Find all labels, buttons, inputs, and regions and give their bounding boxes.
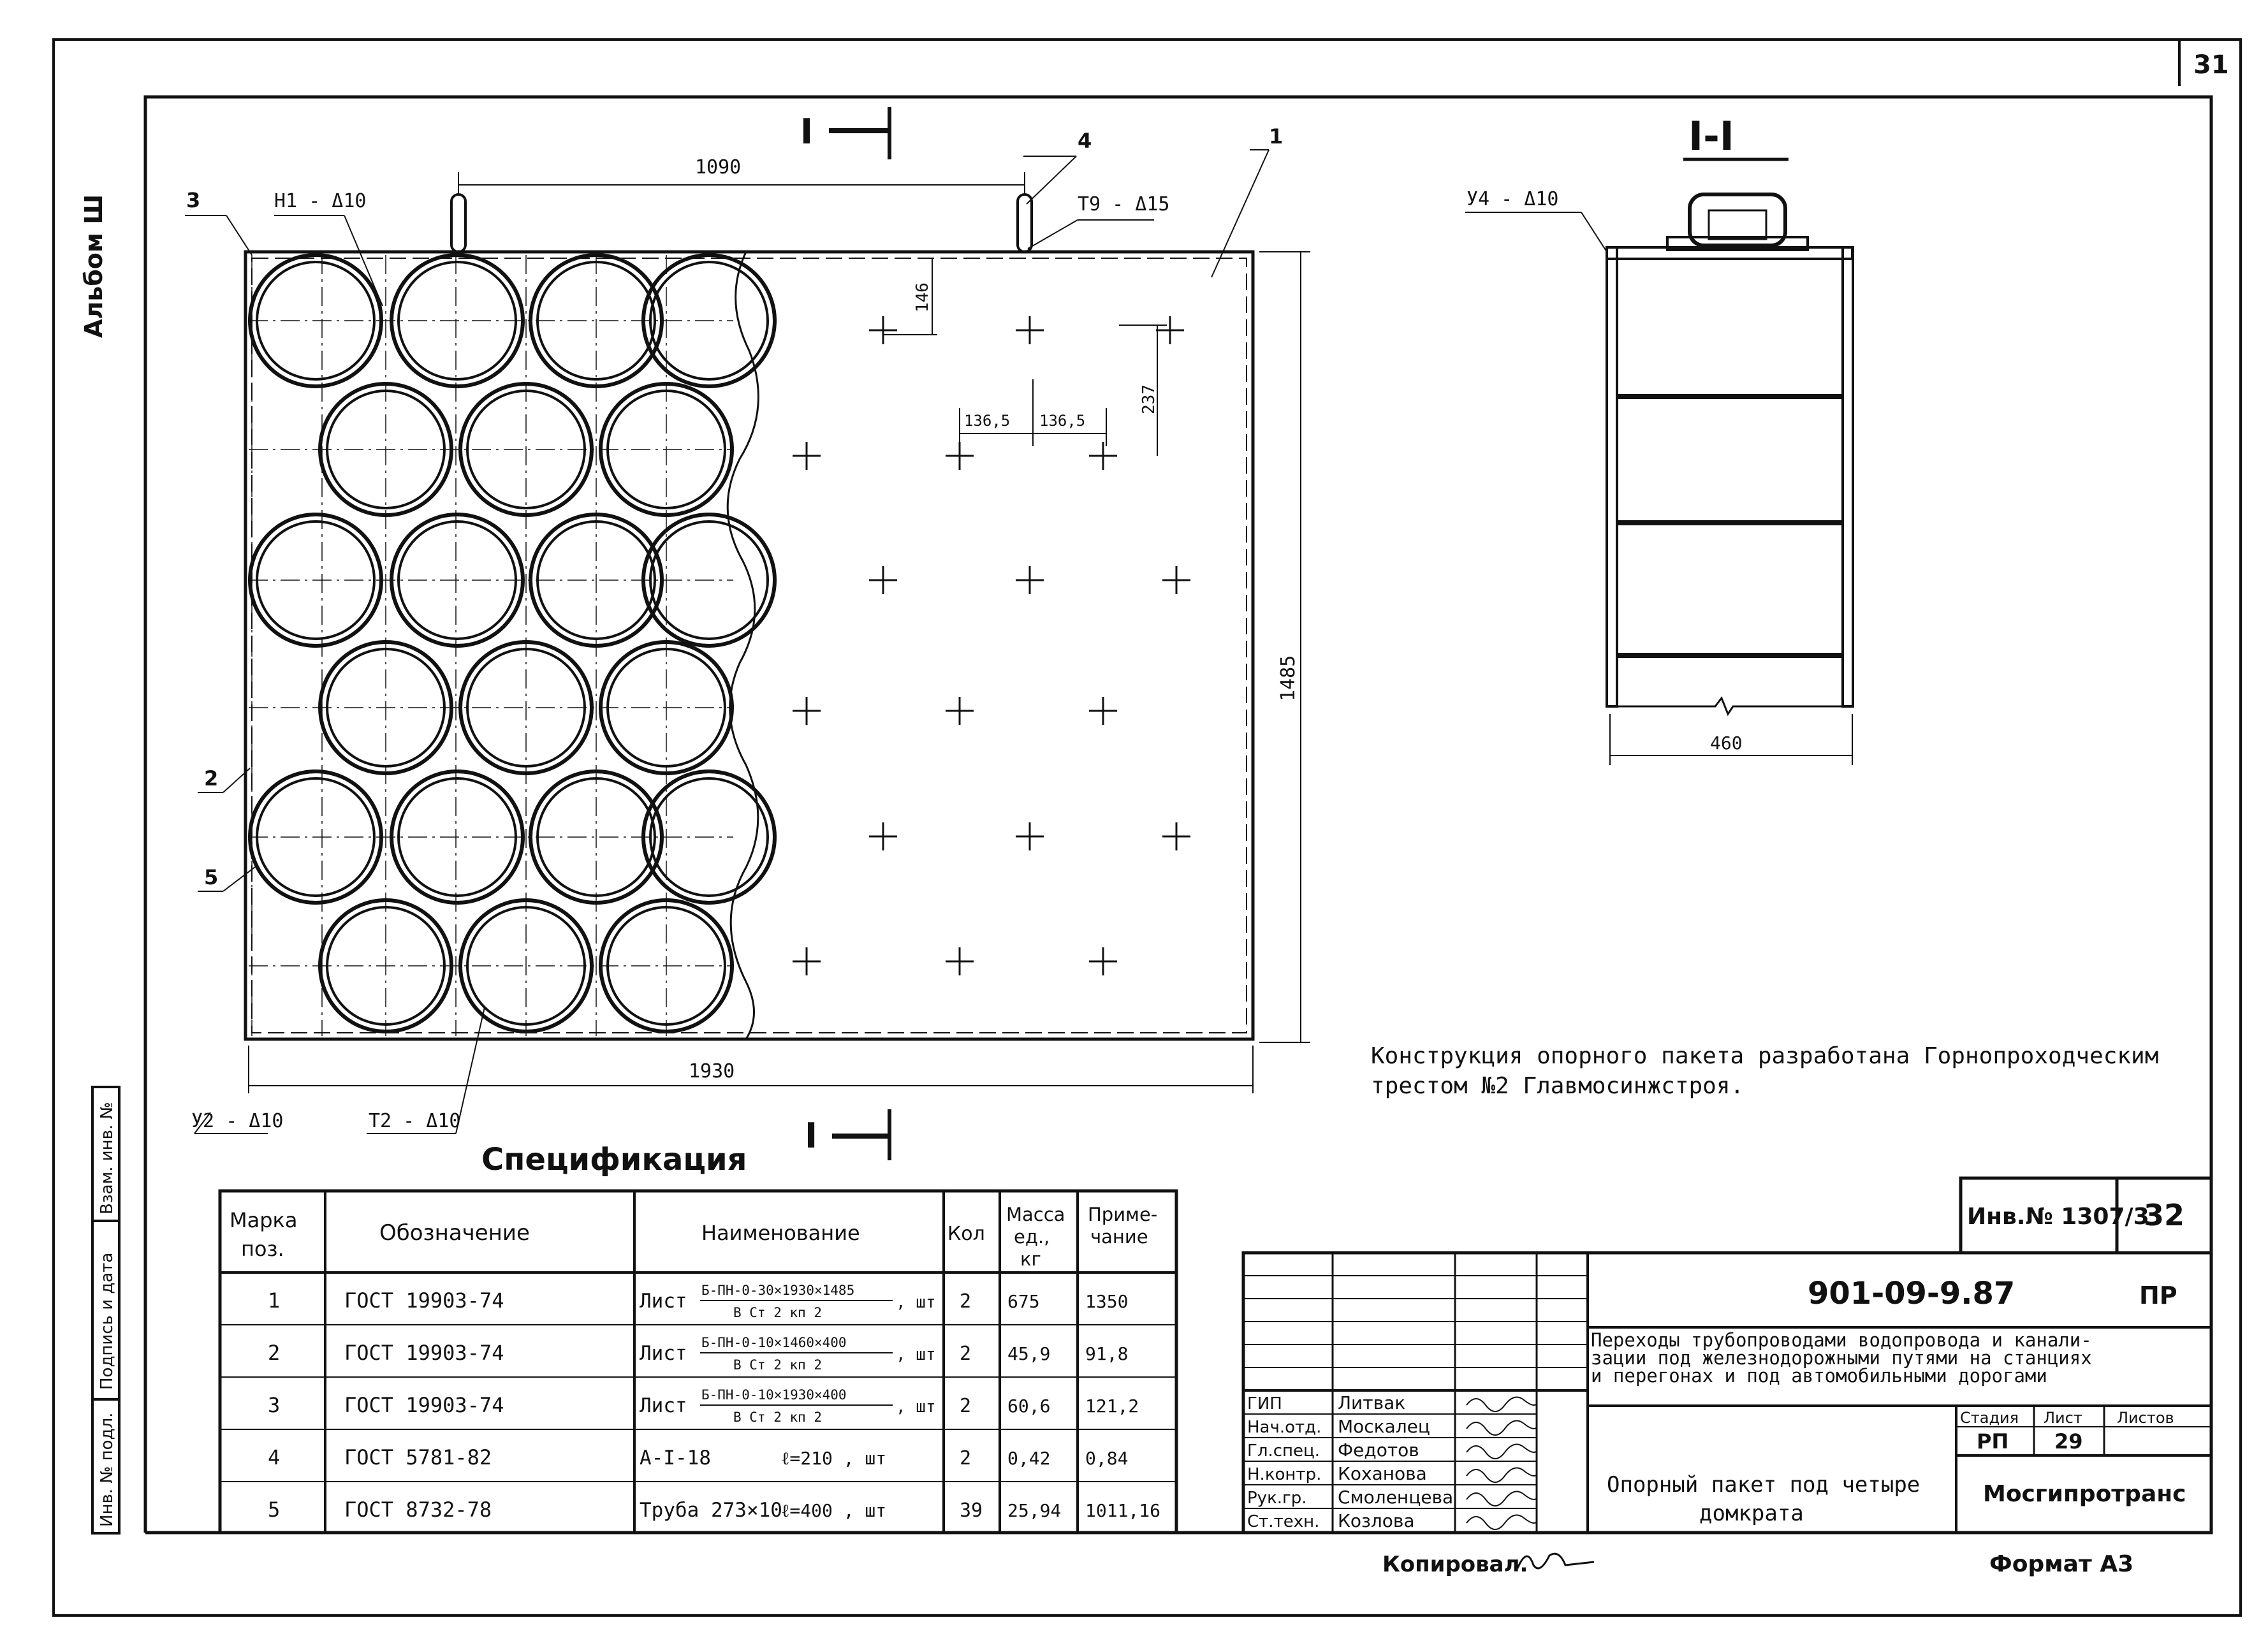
callout-u2: У2 - Δ10 [191, 1110, 284, 1132]
section-view [1465, 113, 1853, 765]
role-title: Ст.техн. [1247, 1512, 1320, 1531]
spec-designation: ГОСТ 19903-74 [344, 1288, 504, 1313]
specification-table [220, 1142, 1176, 1533]
hdr-designation: Обозначение [379, 1220, 530, 1246]
project-line-2: зации под железнодорожными путями на станциях [1591, 1347, 2092, 1369]
spec-frac-bottom: В Ст 2 кп 2 [733, 1357, 823, 1373]
role-row [1247, 1392, 1537, 1413]
spec-name-prefix: Труба 273×10 [640, 1499, 782, 1522]
stage-label: Стадия [1960, 1409, 2019, 1427]
sheet-label: Лист [2044, 1409, 2082, 1427]
hdr-mark-2: поз. [241, 1237, 284, 1261]
center-mark [793, 697, 821, 725]
spec-mass: 0,42 [1007, 1448, 1051, 1469]
spec-mark: 2 [268, 1341, 281, 1365]
role-signature [1467, 1421, 1537, 1436]
role-name: Смоленцева [1338, 1487, 1454, 1508]
hdr-qty: Кол [947, 1223, 985, 1245]
spec-mark: 5 [268, 1498, 281, 1522]
role-title: ГИП [1247, 1394, 1282, 1413]
center-mark [1156, 316, 1184, 344]
section-title: I-I [1688, 113, 1734, 159]
handle-right [1018, 194, 1032, 252]
hdr-note-2: чание [1090, 1226, 1148, 1248]
inner-frame [145, 97, 2211, 1533]
format-label: Формат А3 [1989, 1551, 2134, 1577]
spec-name-prefix: А-I-18 [640, 1447, 711, 1469]
pipe-grid [249, 255, 775, 1036]
doc-code: 901-09-9.87 [1808, 1276, 2016, 1311]
spec-qty: 2 [960, 1395, 972, 1417]
spec-qty: 2 [960, 1343, 972, 1365]
drawing-title-1: Опорный пакет под четыре [1607, 1472, 1920, 1498]
spec-mass: 25,94 [1007, 1500, 1062, 1521]
dim-146: 146 [913, 282, 932, 312]
dim-1930: 1930 [689, 1060, 735, 1083]
callout-1: 1 [1269, 124, 1284, 149]
spec-mass: 675 [1007, 1291, 1040, 1312]
spec-qty: 39 [960, 1499, 983, 1522]
center-mark [869, 822, 897, 850]
role-title: Гл.спец. [1247, 1441, 1320, 1461]
drawing-title-2: домкрата [1699, 1501, 1804, 1526]
sheets-label: Листов [2117, 1409, 2174, 1427]
center-mark [1089, 947, 1117, 975]
side-stamp-replace: Взам. инв. № [98, 1102, 117, 1214]
spec-name-suffix: , шт [896, 1397, 936, 1417]
role-name: Козлова [1338, 1510, 1415, 1531]
side-stamp-sign: Подпись и дата [98, 1252, 117, 1390]
hdr-mark-1: Марка [230, 1208, 298, 1232]
copied-signature [1518, 1554, 1594, 1568]
spec-designation: ГОСТ 5781-82 [344, 1445, 492, 1469]
role-row [1247, 1440, 1537, 1461]
spec-designation: ГОСТ 19903-74 [344, 1341, 504, 1365]
stage-value: РП [1977, 1429, 2009, 1454]
spec-mass: 60,6 [1007, 1396, 1051, 1417]
role-title: Н.контр. [1247, 1465, 1322, 1484]
left-wall [1607, 247, 1617, 706]
spec-row [268, 1387, 1139, 1425]
spec-frac-top: Б-ПН-0-30×1930×1485 [701, 1283, 855, 1298]
center-mark [793, 442, 821, 470]
spec-mark: 3 [268, 1393, 281, 1417]
center-mark [869, 316, 897, 344]
project-line-1: Переходы трубопроводами водопровода и канали- [1591, 1329, 2092, 1351]
spec-rows [268, 1283, 1160, 1522]
dim-136-5-a: 136,5 [964, 412, 1011, 430]
spec-note: 1011,16 [1085, 1500, 1161, 1521]
spec-frac-bottom: В Ст 2 кп 2 [733, 1305, 823, 1320]
copied-label: Копировал. [1382, 1552, 1528, 1577]
center-mark [1089, 442, 1117, 470]
center-mark [869, 566, 897, 594]
spec-name-prefix: Лист [640, 1290, 687, 1313]
spec-name-suffix: , шт [896, 1345, 936, 1364]
spec-designation: ГОСТ 19903-74 [344, 1393, 504, 1417]
callout-5: 5 [204, 865, 219, 889]
center-mark [793, 947, 821, 975]
center-mark [946, 947, 974, 975]
spec-mass: 45,9 [1007, 1343, 1051, 1364]
center-mark [1016, 316, 1044, 344]
callout-t2: Т2 - Δ10 [369, 1110, 461, 1132]
dim-1485: 1485 [1277, 655, 1299, 701]
dim-136-5-b: 136,5 [1039, 412, 1086, 430]
plate-outline [245, 252, 1253, 1039]
spec-note: 91,8 [1085, 1343, 1129, 1364]
role-signature [1467, 1468, 1537, 1483]
plan-view [185, 107, 1310, 1160]
hdr-mass-2: ед., [1014, 1226, 1050, 1248]
spec-name-prefix: Лист [640, 1394, 687, 1417]
hdr-mass-1: Масса [1006, 1204, 1065, 1225]
callout-t9: Т9 - Δ15 [1078, 193, 1170, 215]
spec-mark: 1 [268, 1288, 281, 1313]
note-line-1: Конструкция опорного пакета разработана Горнопроходческим [1371, 1043, 2159, 1069]
page-number: 31 [2193, 50, 2229, 80]
role-signature [1467, 1445, 1537, 1459]
center-mark [1162, 822, 1190, 850]
spec-name-suffix: , шт [896, 1293, 936, 1312]
dim-237: 237 [1139, 384, 1159, 414]
callout-2: 2 [204, 766, 219, 791]
project-line-3: и перегонах и под автомобильными дорогами [1591, 1365, 2047, 1387]
role-name: Федотов [1338, 1440, 1419, 1461]
center-mark [1016, 822, 1044, 850]
spec-row [268, 1498, 1160, 1522]
callout-h1: Н1 - Δ10 [274, 190, 367, 212]
sheet-value: 29 [2054, 1429, 2083, 1454]
right-wall [1843, 247, 1853, 706]
section-mark-top: I [800, 112, 814, 152]
spec-frac-top: Б-ПН-0-10×1930×400 [701, 1387, 847, 1403]
role-name: Литвак [1338, 1392, 1406, 1413]
spec-qty: 2 [960, 1447, 972, 1469]
role-row [1247, 1416, 1537, 1437]
spec-title: Спецификация [481, 1142, 747, 1178]
center-mark [1016, 566, 1044, 594]
role-title: Нач.отд. [1247, 1418, 1322, 1437]
spec-qty: 2 [960, 1290, 972, 1313]
spec-name-suffix: ℓ=210 , шт [781, 1448, 887, 1469]
hdr-name: Наименование [701, 1221, 860, 1245]
spec-name-suffix: ℓ=400 , шт [781, 1500, 887, 1521]
role-signature [1467, 1515, 1537, 1530]
role-row [1247, 1510, 1537, 1531]
callout-4: 4 [1078, 129, 1092, 153]
spec-note: 0,84 [1085, 1448, 1129, 1469]
spec-designation: ГОСТ 8732-78 [344, 1498, 492, 1522]
center-mark [1162, 566, 1190, 594]
callout-u4: У4 - Δ10 [1467, 188, 1559, 210]
inv-label: Инв.№ 1307/3 [1967, 1204, 2149, 1230]
role-signature [1467, 1492, 1537, 1506]
spec-frac-top: Б-ПН-0-10×1460×400 [701, 1335, 847, 1350]
album-label: Альбом Ш [80, 194, 108, 338]
role-row [1247, 1487, 1537, 1508]
center-mark [946, 697, 974, 725]
spec-mark: 4 [268, 1445, 281, 1469]
side-stamp-inv: Инв. № подл. [98, 1412, 117, 1527]
role-name: Москалец [1338, 1416, 1430, 1437]
organization: Мосгипротранс [1983, 1481, 2186, 1507]
dim-1090: 1090 [695, 156, 742, 179]
dim-460: 460 [1710, 733, 1743, 754]
spec-note: 1350 [1085, 1291, 1129, 1312]
hdr-note-1: Приме- [1088, 1204, 1158, 1225]
title-block [1243, 1178, 2211, 1533]
note-line-2: трестом №2 Главмосинжстроя. [1371, 1073, 1745, 1099]
center-mark [1089, 697, 1117, 725]
sheet-number: 32 [2144, 1198, 2185, 1232]
role-name: Коханова [1338, 1463, 1427, 1484]
spec-name-prefix: Лист [640, 1342, 687, 1365]
spec-note: 121,2 [1085, 1396, 1139, 1417]
handle-left [451, 194, 465, 252]
callout-3: 3 [186, 188, 201, 212]
spec-frac-bottom: В Ст 2 кп 2 [733, 1410, 823, 1425]
doc-suffix: ПР [2139, 1281, 2177, 1309]
section-mark-bottom: I [805, 1116, 818, 1156]
hdr-mass-3: кг [1020, 1248, 1041, 1270]
role-signature [1467, 1397, 1537, 1412]
role-row [1247, 1463, 1537, 1484]
side-stamp [92, 1087, 119, 1533]
role-title: Рук.гр. [1247, 1489, 1307, 1508]
